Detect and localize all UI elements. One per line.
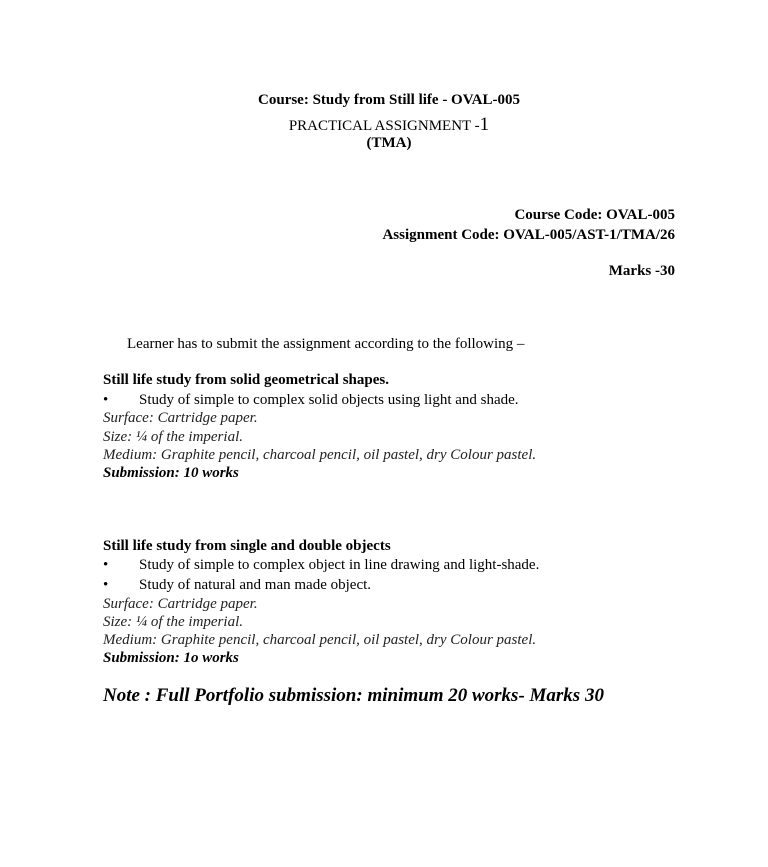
course-code: Course Code: OVAL-005 [514,207,675,223]
section-2-bullet-1 [103,557,539,574]
section-2-bullet-2 [103,577,371,594]
bullet-dot: • [103,392,109,408]
course-title: Course: Study from Still life - OVAL-005 [258,92,520,108]
practical-number: 1 [479,114,490,135]
section-1-medium: Medium: Graphite pencil, charcoal pencil, oil pastel, dry Colour pastel. [103,447,537,463]
section-1-title: Still life study from solid geometrical shapes. [103,372,389,388]
practical-label: PRACTICAL ASSIGNMENT - [288,118,480,134]
section-2-size: Size: ¼ of the imperial. [103,614,243,630]
bullet-dot: • [103,577,109,593]
section-2-medium: Medium: Graphite pencil, charcoal pencil, oil pastel, dry Colour pastel. [103,632,537,648]
section-2-submission: Submission: 1o works [103,650,239,666]
bullet-text: Study of simple to complex object in line drawing and light-shade. [139,557,540,573]
assignment-code: Assignment Code: OVAL-005/AST-1/TMA/26 [382,227,675,243]
bullet-text: Study of simple to complex solid objects using light and shade. [139,392,519,408]
section-1-surface: Surface: Cartridge paper. [103,410,258,426]
section-1-bullet-1 [103,392,519,409]
section-2-title: Still life study from single and double objects [103,538,391,554]
section-2-surface: Surface: Cartridge paper. [103,596,258,612]
section-1-submission: Submission: 10 works [103,465,239,481]
portfolio-note: Note : Full Portfolio submission: minimum 20 works- Marks 30 [103,685,604,706]
marks-label: Marks -30 [608,263,675,279]
tma-label: (TMA) [366,135,412,151]
bullet-text: Study of natural and man made object. [139,577,372,593]
section-1-size: Size: ¼ of the imperial. [103,429,243,445]
bullet-dot: • [103,557,109,573]
practical-assignment-heading [0,114,768,136]
intro-text: Learner has to submit the assignment according to the following – [127,336,525,352]
